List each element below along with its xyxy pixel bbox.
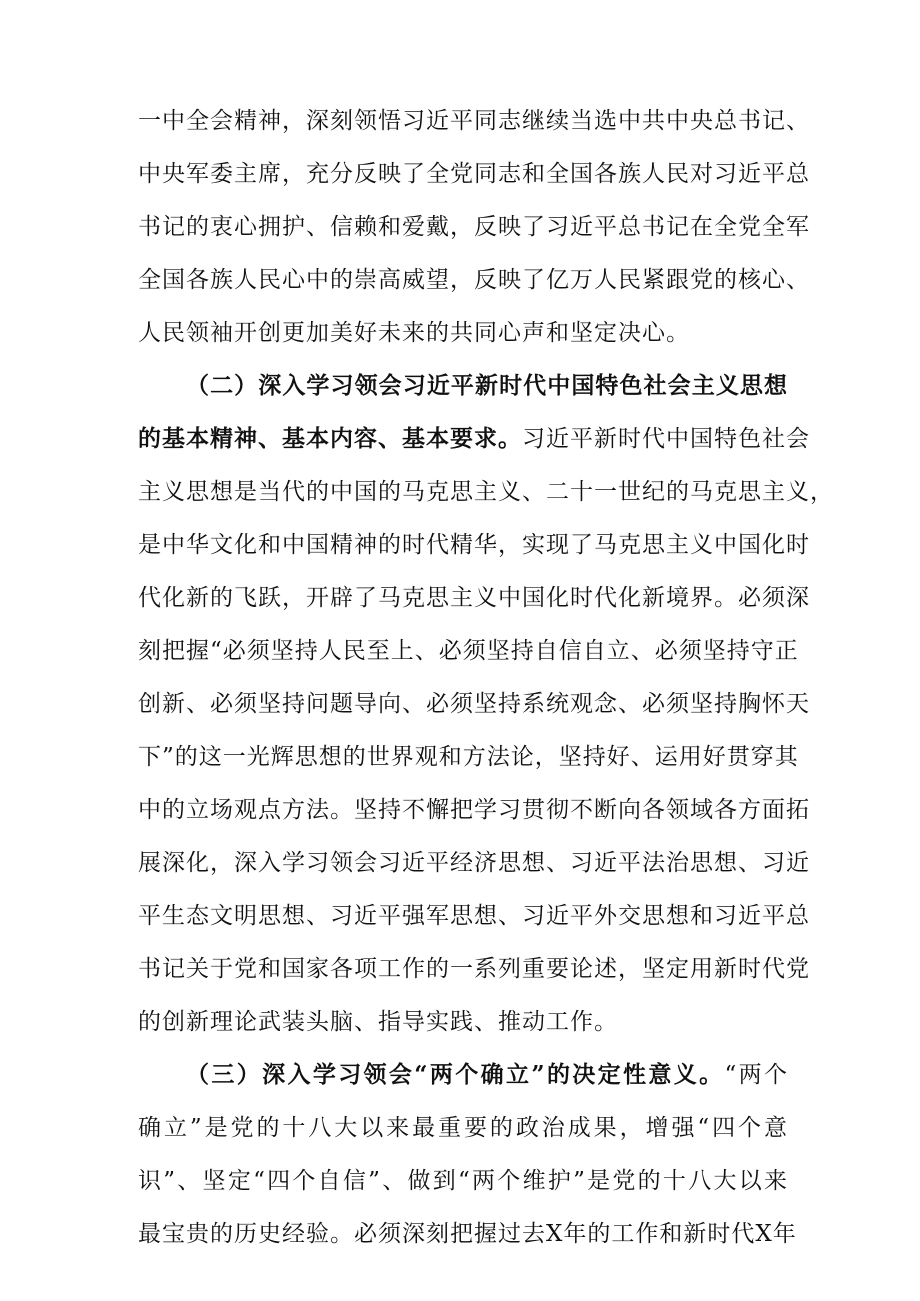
paragraph1-line: 书记的衷心拥护、信赖和爱戴，反映了习近平总书记在全党全军 — [138, 214, 810, 240]
paragraph1-line: 全国各族人民心中的崇高威望，反映了亿万人民紧跟党的核心、 — [138, 267, 810, 293]
paragraph1-line: 中央军委主席，充分反映了全党同志和全国各族人民对习近平总 — [138, 161, 810, 187]
paragraph2-line: 展深化，深入学习领会习近平经济思想、习近平法治思想、习近 — [138, 850, 810, 876]
paragraph2-line — [138, 419, 810, 459]
paragraph3-text: “两个 — [724, 1062, 788, 1088]
paragraph2-line: 下”的这一光辉思想的世界观和方法论，坚持好、运用好贯穿其 — [138, 744, 799, 770]
paragraph2-heading-end: 的基本精神、基本内容、基本要求。 — [138, 425, 522, 452]
paragraph2-line: 的创新理论武装头脑、指导实践、推动工作。 — [138, 1009, 618, 1035]
paragraph1-line: 一中全会精神，深刻领悟习近平同志继续当选中共中央总书记、 — [138, 108, 810, 134]
paragraph2-line: 书记关于党和国家各项工作的一系列重要论述，坚定用新时代党 — [138, 956, 810, 982]
paragraph3-line: 确立”是党的十八大以来最重要的政治成果，增强“四个意 — [138, 1115, 788, 1141]
paragraph1-line: 人民领袖开创更加美好未来的共同心声和坚定决心。 — [138, 320, 690, 346]
paragraph3-heading: （三）深入学习领会“两个确立”的决定性意义。 — [186, 1061, 725, 1088]
paragraph3-line: 识”、坚定“四个自信”、做到“两个维护”是党的十八大以来 — [138, 1168, 788, 1194]
paragraph2-line: 平生态文明思想、习近平强军思想、习近平外交思想和习近平总 — [138, 903, 810, 929]
paragraph2-line: 是中华文化和中国精神的时代精华，实现了马克思主义中国化时 — [138, 532, 810, 558]
paragraph2-line: 创新、必须坚持问题导向、必须坚持系统观念、必须坚持胸怀天 — [138, 691, 810, 717]
paragraph2-line: 中的立场观点方法。坚持不懈把学习贯彻不断向各领域各方面拓 — [138, 797, 810, 823]
paragraph3-line — [186, 1055, 788, 1095]
paragraph2-heading: （二）深入学习领会习近平新时代中国特色社会主义思想 — [186, 372, 788, 399]
paragraph2-line: 刻把握“必须坚持人民至上、必须坚持自信自立、必须坚持守正 — [138, 638, 799, 664]
paragraph2-line: 主义思想是当代的中国的马克思主义、二十一世纪的马克思主义， — [138, 479, 834, 505]
paragraph2-line: 代化新的飞跃，开辟了马克思主义中国化时代化新境界。必须深 — [138, 585, 810, 611]
paragraph3-line: 最宝贵的历史经验。必须深刻把握过去X年的工作和新时代X年 — [138, 1221, 797, 1247]
paragraph2-text: 习近平新时代中国特色社会 — [522, 426, 810, 452]
